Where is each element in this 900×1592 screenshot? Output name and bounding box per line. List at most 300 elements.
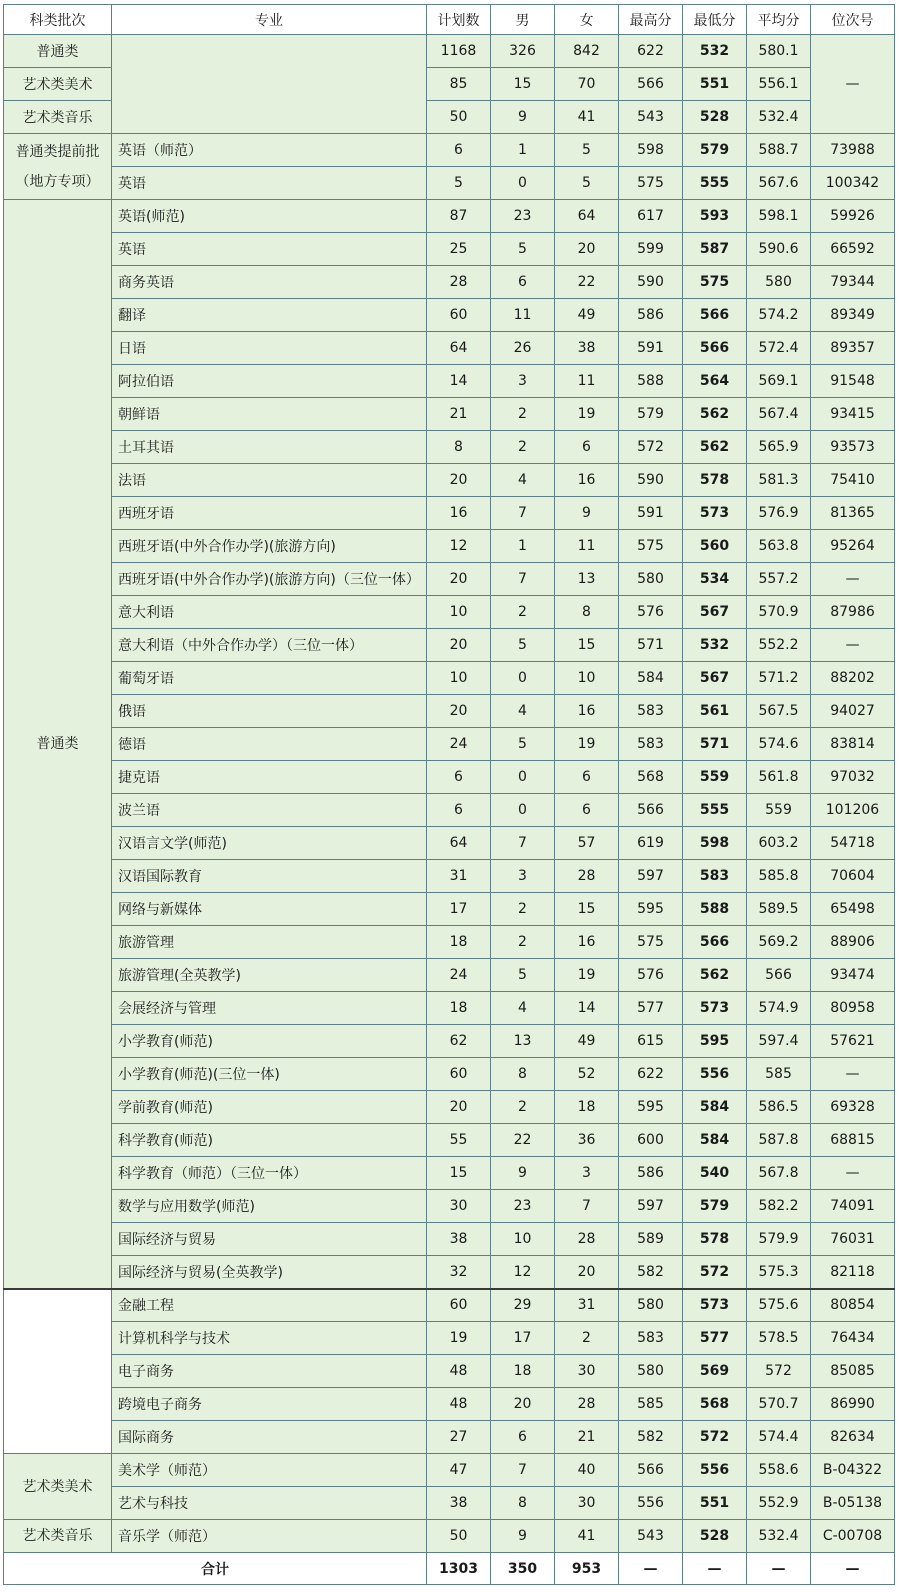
table-row — [4, 1025, 895, 1058]
avg-score-cell: 580 — [747, 266, 811, 299]
major-cell: 葡萄牙语 — [112, 662, 427, 695]
max-score-cell: 590 — [619, 464, 683, 497]
category-cell: 艺术类美术 — [4, 68, 112, 101]
male-cell: 2 — [491, 893, 555, 926]
category-label: 普通类 — [36, 735, 79, 752]
max-score-cell: 566 — [619, 68, 683, 101]
min-score-cell: 560 — [683, 530, 747, 563]
female-cell: 49 — [555, 1025, 619, 1058]
total-min-score-cell: — — [683, 1553, 747, 1585]
male-cell: 4 — [491, 464, 555, 497]
table-row — [4, 1190, 895, 1223]
min-score-cell: 566 — [683, 926, 747, 959]
plan-cell: 60 — [427, 1289, 491, 1322]
header-avg-score: 平均分 — [747, 5, 811, 35]
max-score-cell: 566 — [619, 794, 683, 827]
min-score-cell: 532 — [683, 629, 747, 662]
max-score-cell: 572 — [619, 431, 683, 464]
male-cell: 22 — [491, 1124, 555, 1157]
major-cell: 国际经济与贸易(全英教学) — [112, 1256, 427, 1289]
major-cell: 科学教育（师范）（三位一体） — [112, 1157, 427, 1190]
min-score-cell: 564 — [683, 365, 747, 398]
female-cell: 16 — [555, 464, 619, 497]
plan-cell: 32 — [427, 1256, 491, 1289]
max-score-cell: 589 — [619, 1223, 683, 1256]
min-score-cell: 575 — [683, 266, 747, 299]
male-cell: 1 — [491, 530, 555, 563]
rank-cell: 94027 — [811, 695, 895, 728]
male-cell: 11 — [491, 299, 555, 332]
major-cell: 国际经济与贸易 — [112, 1223, 427, 1256]
max-score-cell: 583 — [619, 728, 683, 761]
major-cell: 数学与应用数学(师范) — [112, 1190, 427, 1223]
female-cell: 13 — [555, 563, 619, 596]
female-cell: 19 — [555, 728, 619, 761]
female-cell: 5 — [555, 134, 619, 167]
plan-cell: 47 — [427, 1454, 491, 1487]
avg-score-cell: 575.6 — [747, 1289, 811, 1322]
max-score-cell: 590 — [619, 266, 683, 299]
header-max-score: 最高分 — [619, 5, 683, 35]
category-label: 艺术类音乐 — [22, 1528, 93, 1544]
female-cell: 49 — [555, 299, 619, 332]
female-cell: 5 — [555, 167, 619, 200]
male-cell: 0 — [491, 662, 555, 695]
admission-scores-table — [3, 4, 895, 1585]
male-cell: 29 — [491, 1289, 555, 1322]
min-score-cell: 587 — [683, 233, 747, 266]
table-row — [4, 1355, 895, 1388]
plan-cell: 19 — [427, 1322, 491, 1355]
major-cell: 网络与新媒体 — [112, 893, 427, 926]
table-row — [4, 1421, 895, 1454]
total-female-cell: 953 — [555, 1553, 619, 1585]
rank-cell: B-05138 — [811, 1487, 895, 1520]
max-score-cell: 566 — [619, 1454, 683, 1487]
avg-score-cell: 563.8 — [747, 530, 811, 563]
table-row — [4, 497, 895, 530]
avg-score-cell: 578.5 — [747, 1322, 811, 1355]
max-score-cell: 576 — [619, 596, 683, 629]
avg-score-cell: 576.9 — [747, 497, 811, 530]
table-row — [4, 893, 895, 926]
avg-score-cell: 582.2 — [747, 1190, 811, 1223]
max-score-cell: 577 — [619, 992, 683, 1025]
avg-score-cell: 561.8 — [747, 761, 811, 794]
avg-score-cell: 552.2 — [747, 629, 811, 662]
avg-score-cell: 571.2 — [747, 662, 811, 695]
table-row — [4, 827, 895, 860]
rank-cell: 59926 — [811, 200, 895, 233]
male-cell: 9 — [491, 1520, 555, 1553]
rank-cell: 83814 — [811, 728, 895, 761]
male-cell: 7 — [491, 827, 555, 860]
rank-cell: — — [811, 35, 895, 134]
table-row — [4, 728, 895, 761]
female-cell: 9 — [555, 497, 619, 530]
rank-cell: 89357 — [811, 332, 895, 365]
male-cell: 6 — [491, 1421, 555, 1454]
plan-cell: 24 — [427, 728, 491, 761]
max-score-cell: 580 — [619, 563, 683, 596]
female-cell: 6 — [555, 794, 619, 827]
table-row — [4, 959, 895, 992]
major-cell: 旅游管理 — [112, 926, 427, 959]
plan-cell: 87 — [427, 200, 491, 233]
max-score-cell: 582 — [619, 1256, 683, 1289]
rank-cell: 89349 — [811, 299, 895, 332]
min-score-cell: 555 — [683, 167, 747, 200]
plan-cell: 6 — [427, 794, 491, 827]
total-male-cell: 350 — [491, 1553, 555, 1585]
avg-score-cell: 575.3 — [747, 1256, 811, 1289]
table-row — [4, 134, 895, 167]
female-cell: 30 — [555, 1355, 619, 1388]
table-row — [4, 1223, 895, 1256]
plan-cell: 6 — [427, 761, 491, 794]
rank-cell: 91548 — [811, 365, 895, 398]
plan-cell: 27 — [427, 1421, 491, 1454]
avg-score-cell: 574.4 — [747, 1421, 811, 1454]
male-cell: 2 — [491, 431, 555, 464]
total-label: 合计 — [4, 1553, 427, 1585]
avg-score-cell: 580.1 — [747, 35, 811, 68]
min-score-cell: 595 — [683, 1025, 747, 1058]
rank-cell: 79344 — [811, 266, 895, 299]
min-score-cell: 573 — [683, 992, 747, 1025]
max-score-cell: 583 — [619, 695, 683, 728]
header-category: 科类批次 — [4, 5, 112, 35]
rank-cell: 93474 — [811, 959, 895, 992]
male-cell: 20 — [491, 1388, 555, 1421]
avg-score-cell: 585 — [747, 1058, 811, 1091]
max-score-cell: 595 — [619, 893, 683, 926]
female-cell: 20 — [555, 233, 619, 266]
table-row — [4, 860, 895, 893]
max-score-cell: 584 — [619, 662, 683, 695]
table-row — [4, 200, 895, 233]
male-cell: 4 — [491, 695, 555, 728]
min-score-cell: 562 — [683, 959, 747, 992]
min-score-cell: 566 — [683, 332, 747, 365]
avg-score-cell: 570.9 — [747, 596, 811, 629]
plan-cell: 10 — [427, 596, 491, 629]
rank-cell: 65498 — [811, 893, 895, 926]
major-cell: 朝鲜语 — [112, 398, 427, 431]
avg-score-cell: 590.6 — [747, 233, 811, 266]
avg-score-cell: 532.4 — [747, 1520, 811, 1553]
avg-score-cell: 603.2 — [747, 827, 811, 860]
male-cell: 3 — [491, 365, 555, 398]
table-row — [4, 233, 895, 266]
min-score-cell: 573 — [683, 1289, 747, 1322]
max-score-cell: 617 — [619, 200, 683, 233]
major-cell: 小学教育(师范)(三位一体) — [112, 1058, 427, 1091]
header-min-score: 最低分 — [683, 5, 747, 35]
major-cell: 美术学（师范） — [112, 1454, 427, 1487]
rank-cell: 87986 — [811, 596, 895, 629]
avg-score-cell: 566 — [747, 959, 811, 992]
min-score-cell: 572 — [683, 1256, 747, 1289]
plan-cell: 18 — [427, 926, 491, 959]
max-score-cell: 619 — [619, 827, 683, 860]
max-score-cell: 576 — [619, 959, 683, 992]
max-score-cell: 622 — [619, 35, 683, 68]
male-cell: 7 — [491, 563, 555, 596]
male-cell: 17 — [491, 1322, 555, 1355]
avg-score-cell: 558.6 — [747, 1454, 811, 1487]
min-score-cell: 577 — [683, 1322, 747, 1355]
female-cell: 2 — [555, 1322, 619, 1355]
female-cell: 8 — [555, 596, 619, 629]
male-cell: 5 — [491, 629, 555, 662]
plan-cell: 20 — [427, 1091, 491, 1124]
category-cell — [4, 1520, 112, 1553]
major-cell: 小学教育(师范) — [112, 1025, 427, 1058]
female-cell: 11 — [555, 530, 619, 563]
avg-score-cell: 567.6 — [747, 167, 811, 200]
min-score-cell: 567 — [683, 662, 747, 695]
rank-cell: 75410 — [811, 464, 895, 497]
major-cell: 意大利语（中外合作办学）（三位一体） — [112, 629, 427, 662]
avg-score-cell: 567.5 — [747, 695, 811, 728]
table-row — [4, 992, 895, 1025]
major-cell: 艺术与科技 — [112, 1487, 427, 1520]
female-cell: 11 — [555, 365, 619, 398]
female-cell: 14 — [555, 992, 619, 1025]
category-cell — [4, 1289, 112, 1454]
table-row — [4, 431, 895, 464]
category-cell — [4, 134, 112, 200]
avg-score-cell: 556.1 — [747, 68, 811, 101]
max-score-cell: 575 — [619, 167, 683, 200]
female-cell: 21 — [555, 1421, 619, 1454]
major-cell: 商务英语 — [112, 266, 427, 299]
male-cell: 10 — [491, 1223, 555, 1256]
plan-cell: 14 — [427, 365, 491, 398]
plan-cell: 30 — [427, 1190, 491, 1223]
plan-cell: 10 — [427, 662, 491, 695]
avg-score-cell: 581.3 — [747, 464, 811, 497]
plan-cell: 38 — [427, 1223, 491, 1256]
max-score-cell: 591 — [619, 332, 683, 365]
avg-score-cell: 572 — [747, 1355, 811, 1388]
min-score-cell: 598 — [683, 827, 747, 860]
major-cell: 翻译 — [112, 299, 427, 332]
table-row — [4, 1388, 895, 1421]
min-score-cell: 528 — [683, 1520, 747, 1553]
table-row — [4, 266, 895, 299]
female-cell: 41 — [555, 101, 619, 134]
avg-score-cell: 569.1 — [747, 365, 811, 398]
plan-cell: 85 — [427, 68, 491, 101]
max-score-cell: 598 — [619, 134, 683, 167]
male-cell: 12 — [491, 1256, 555, 1289]
max-score-cell: 586 — [619, 1157, 683, 1190]
min-score-cell: 561 — [683, 695, 747, 728]
table-row — [4, 629, 895, 662]
min-score-cell: 567 — [683, 596, 747, 629]
plan-cell: 31 — [427, 860, 491, 893]
female-cell: 19 — [555, 959, 619, 992]
plan-cell: 17 — [427, 893, 491, 926]
empty-major-cell — [112, 35, 427, 134]
min-score-cell: 583 — [683, 860, 747, 893]
rank-cell: — — [811, 1058, 895, 1091]
major-cell: 跨境电子商务 — [112, 1388, 427, 1421]
female-cell: 28 — [555, 860, 619, 893]
female-cell: 28 — [555, 1223, 619, 1256]
total-avg-score-cell: — — [747, 1553, 811, 1585]
table-row — [4, 596, 895, 629]
female-cell: 10 — [555, 662, 619, 695]
male-cell: 1 — [491, 134, 555, 167]
rank-cell: 93573 — [811, 431, 895, 464]
male-cell: 23 — [491, 1190, 555, 1223]
total-plan-cell: 1303 — [427, 1553, 491, 1585]
plan-cell: 24 — [427, 959, 491, 992]
max-score-cell: 599 — [619, 233, 683, 266]
table-row — [4, 695, 895, 728]
min-score-cell: 588 — [683, 893, 747, 926]
plan-cell: 20 — [427, 464, 491, 497]
major-cell: 俄语 — [112, 695, 427, 728]
min-score-cell: 578 — [683, 464, 747, 497]
male-cell: 5 — [491, 233, 555, 266]
max-score-cell: 591 — [619, 497, 683, 530]
min-score-cell: 528 — [683, 101, 747, 134]
rank-cell: 85085 — [811, 1355, 895, 1388]
major-cell: 西班牙语(中外合作办学)(旅游方向) — [112, 530, 427, 563]
min-score-cell: 593 — [683, 200, 747, 233]
avg-score-cell: 567.4 — [747, 398, 811, 431]
male-cell: 9 — [491, 1157, 555, 1190]
avg-score-cell: 569.2 — [747, 926, 811, 959]
major-cell: 音乐学（师范） — [112, 1520, 427, 1553]
rank-cell: 81365 — [811, 497, 895, 530]
plan-cell: 20 — [427, 563, 491, 596]
female-cell: 38 — [555, 332, 619, 365]
plan-cell: 28 — [427, 266, 491, 299]
female-cell: 20 — [555, 1256, 619, 1289]
max-score-cell: 622 — [619, 1058, 683, 1091]
rank-cell: 82634 — [811, 1421, 895, 1454]
table-row — [4, 1322, 895, 1355]
male-cell: 9 — [491, 101, 555, 134]
male-cell: 8 — [491, 1487, 555, 1520]
category-cell: 普通类 — [4, 35, 112, 68]
female-cell: 16 — [555, 695, 619, 728]
avg-score-cell: 589.5 — [747, 893, 811, 926]
min-score-cell: 534 — [683, 563, 747, 596]
plan-cell: 1168 — [427, 35, 491, 68]
min-score-cell: 555 — [683, 794, 747, 827]
min-score-cell: 562 — [683, 398, 747, 431]
table-row — [4, 1157, 895, 1190]
max-score-cell: 588 — [619, 365, 683, 398]
major-cell: 英语(师范) — [112, 200, 427, 233]
table-row — [4, 1454, 895, 1487]
avg-score-cell: 574.9 — [747, 992, 811, 1025]
major-cell: 汉语言文学(师范) — [112, 827, 427, 860]
major-cell: 意大利语 — [112, 596, 427, 629]
min-score-cell: 556 — [683, 1454, 747, 1487]
major-cell: 汉语国际教育 — [112, 860, 427, 893]
plan-cell: 48 — [427, 1355, 491, 1388]
major-cell: 计算机科学与技术 — [112, 1322, 427, 1355]
plan-cell: 18 — [427, 992, 491, 1025]
avg-score-cell: 572.4 — [747, 332, 811, 365]
rank-cell: 97032 — [811, 761, 895, 794]
major-cell: 西班牙语(中外合作办学)(旅游方向)（三位一体） — [112, 563, 427, 596]
min-score-cell: 556 — [683, 1058, 747, 1091]
table-row — [4, 365, 895, 398]
female-cell: 7 — [555, 1190, 619, 1223]
female-cell: 30 — [555, 1487, 619, 1520]
female-cell: 3 — [555, 1157, 619, 1190]
avg-score-cell: 532.4 — [747, 101, 811, 134]
plan-cell: 20 — [427, 695, 491, 728]
female-cell: 36 — [555, 1124, 619, 1157]
plan-cell: 60 — [427, 299, 491, 332]
male-cell: 5 — [491, 959, 555, 992]
table-row — [4, 1091, 895, 1124]
female-cell: 31 — [555, 1289, 619, 1322]
rank-cell: — — [811, 563, 895, 596]
category-label: 普通类提前批 — [15, 143, 100, 160]
rank-cell: 68815 — [811, 1124, 895, 1157]
rank-cell: 54718 — [811, 827, 895, 860]
male-cell: 8 — [491, 1058, 555, 1091]
max-score-cell: 575 — [619, 926, 683, 959]
table-row — [4, 332, 895, 365]
table-row — [4, 398, 895, 431]
male-cell: 5 — [491, 728, 555, 761]
plan-cell: 12 — [427, 530, 491, 563]
rank-cell: 74091 — [811, 1190, 895, 1223]
plan-cell: 64 — [427, 827, 491, 860]
min-score-cell: 578 — [683, 1223, 747, 1256]
major-cell: 土耳其语 — [112, 431, 427, 464]
min-score-cell: 579 — [683, 134, 747, 167]
avg-score-cell: 574.6 — [747, 728, 811, 761]
rank-cell: — — [811, 629, 895, 662]
rank-cell: 76031 — [811, 1223, 895, 1256]
plan-cell: 60 — [427, 1058, 491, 1091]
summary-row — [4, 35, 895, 68]
avg-score-cell: 570.7 — [747, 1388, 811, 1421]
min-score-cell: 571 — [683, 728, 747, 761]
rank-cell: 80854 — [811, 1289, 895, 1322]
category-cell — [4, 1454, 112, 1520]
female-cell: 57 — [555, 827, 619, 860]
plan-cell: 6 — [427, 134, 491, 167]
avg-score-cell: 598.1 — [747, 200, 811, 233]
major-cell: 电子商务 — [112, 1355, 427, 1388]
total-max-score-cell: — — [619, 1553, 683, 1585]
max-score-cell: 583 — [619, 1322, 683, 1355]
plan-cell: 55 — [427, 1124, 491, 1157]
max-score-cell: 580 — [619, 1289, 683, 1322]
major-cell: 西班牙语 — [112, 497, 427, 530]
max-score-cell: 568 — [619, 761, 683, 794]
rank-cell: 82118 — [811, 1256, 895, 1289]
male-cell: 2 — [491, 596, 555, 629]
major-cell: 国际商务 — [112, 1421, 427, 1454]
avg-score-cell: 587.8 — [747, 1124, 811, 1157]
max-score-cell: 556 — [619, 1487, 683, 1520]
female-cell: 52 — [555, 1058, 619, 1091]
